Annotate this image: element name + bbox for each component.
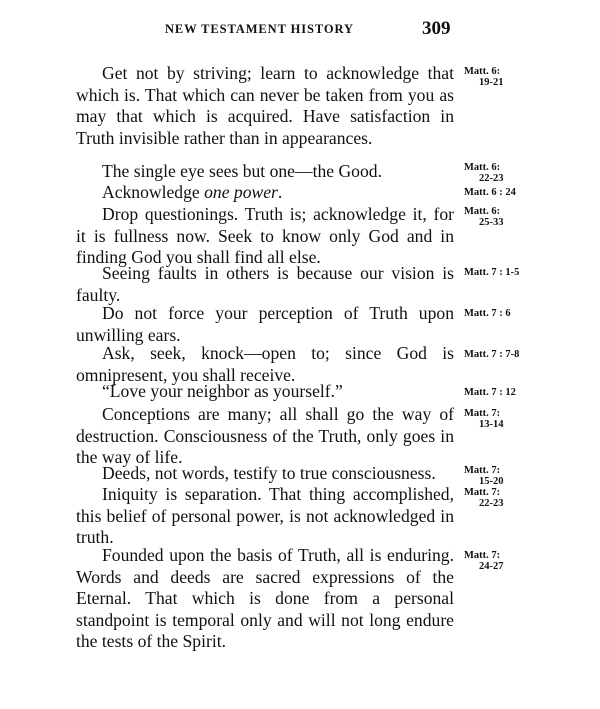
scripture-ref-book: Matt. 7 : 1-5 (464, 267, 520, 278)
scripture-ref-10 (464, 466, 534, 487)
scripture-ref-4 (464, 207, 534, 228)
scripture-ref-verses: 25-33 (479, 216, 504, 228)
paragraph-10: Deeds, not words, testify to true consciousness. (102, 463, 436, 483)
scripture-ref-verses: 24-27 (479, 560, 504, 572)
scripture-ref-8 (464, 388, 534, 399)
paragraph-8: “Love your neighbor as yourself.” (102, 381, 343, 401)
scripture-ref-3 (464, 188, 534, 199)
paragraph-3-text-b: . (277, 182, 283, 202)
running-head: NEW TESTAMENT HISTORY (165, 22, 354, 36)
scripture-ref-book: Matt. 6: (464, 162, 501, 173)
paragraph-5: Seeing faults in others is because our vision is faulty. (76, 263, 454, 305)
scripture-ref-book: Matt. 7: (464, 487, 501, 498)
page-number: 309 (422, 18, 451, 39)
scripture-ref-verses: 19-21 (479, 76, 504, 88)
paragraph-3 (76, 182, 454, 204)
paragraph-9: Conceptions are many; all shall go the way of destruction. Consciousness of the Truth, only goes in the way of life. (76, 404, 454, 467)
scripture-ref-verses: 13-14 (479, 418, 504, 430)
scripture-ref-verses: 22-23 (479, 497, 504, 509)
scripture-ref-2 (464, 163, 534, 184)
scripture-ref-1 (464, 67, 534, 88)
scripture-ref-book: Matt. 7: (464, 408, 501, 419)
scripture-ref-book: Matt. 7: (464, 550, 501, 561)
paragraph-7: Ask, seek, knock—open to; since God is omnipresent, you shall receive. (76, 343, 454, 385)
scripture-ref-book: Matt. 7: (464, 465, 501, 476)
scripture-ref-7 (464, 350, 534, 361)
scripture-ref-verses: 15-20 (479, 475, 504, 487)
scripture-ref-book: Matt. 7 : 12 (464, 387, 516, 398)
paragraph-6: Do not force your perception of Truth upon unwilling ears. (76, 303, 454, 345)
paragraph-1: Get not by striving; learn to acknowledge that which is. That which can never be taken from you as may that which is acquired. Have satisfaction in Truth invisible rather than in appearances. (76, 63, 454, 148)
scripture-ref-verses: 22-23 (479, 172, 504, 184)
paragraph-2: The single eye sees but one—the Good. (102, 161, 382, 181)
scripture-ref-book: Matt. 7 : 7-8 (464, 349, 520, 360)
paragraph-3-emphasis: one power (204, 182, 278, 202)
scripture-ref-book: Matt. 6: (464, 206, 501, 217)
paragraph-3-text-a: Acknowledge (102, 182, 205, 202)
scripture-ref-book: Matt. 7 : 6 (464, 308, 511, 319)
paragraph-12: Founded upon the basis of Truth, all is enduring. Words and deeds are sacred expressions of the Eternal. That which is done from a personal standpoint is temporal only and will not long endure the tests of the Spirit. (76, 545, 454, 651)
scripture-ref-5 (464, 268, 534, 279)
paragraph-11: Iniquity is separation. That thing accomplished, this belief of personal power, is not acknowledged in truth. (76, 484, 454, 547)
scripture-ref-book: Matt. 6: (464, 66, 501, 77)
scripture-ref-6 (464, 309, 534, 320)
scripture-ref-12 (464, 551, 534, 572)
scripture-ref-9 (464, 409, 534, 430)
scripture-ref-11 (464, 488, 534, 509)
paragraph-4: Drop questionings. Truth is; acknowledge it, for it is fullness now. Seek to know only God and in finding God you shall find all else. (76, 204, 454, 267)
scripture-ref-book: Matt. 6 : 24 (464, 187, 516, 198)
